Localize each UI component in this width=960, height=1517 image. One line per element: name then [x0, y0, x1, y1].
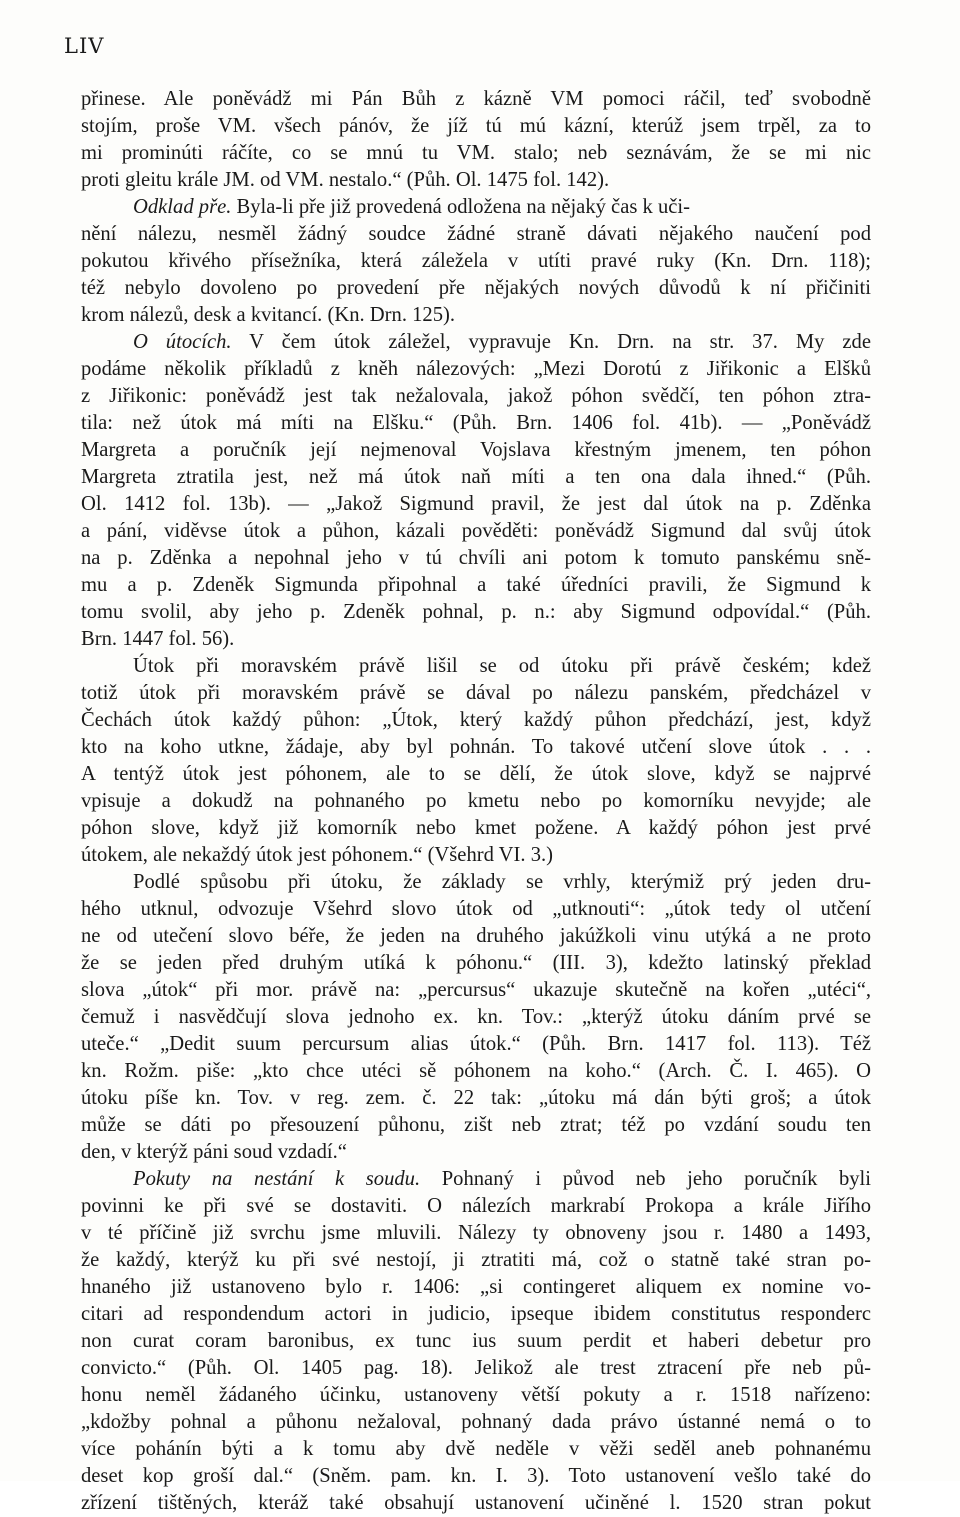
text-line	[81, 842, 871, 869]
line-text: útokem, ale nekaždý útok jest póhonem.“ (Všehrd VI. 3.)	[81, 844, 554, 866]
section-heading: Odklad pře.	[133, 196, 232, 218]
line-text: mu a p. Zdeněk Sigmunda připohnal a také úředníci pravili, že Sigmund k	[81, 574, 871, 596]
text-line	[81, 356, 871, 383]
text-line	[81, 761, 871, 788]
line-text: honu neměl žádaného účinku, ustanoveny větší pokuty a r. 1518 nařízeno:	[81, 1384, 871, 1406]
line-text: póhon slove, když již komorník nebo kmet požene. A každý póhon jest prvé	[81, 817, 871, 839]
line-text: Čechách útok každý půhon: „Útok, který každý půhon předchází, jest, když	[81, 709, 871, 731]
line-text: Brn. 1447 fol. 56).	[81, 628, 235, 650]
text-line	[81, 383, 871, 410]
line-text: totiž útok při moravském právě se dával po nálezu panském, předcházel v	[81, 682, 871, 704]
text-line	[81, 950, 871, 977]
text-line	[81, 1166, 871, 1193]
text-line	[81, 1436, 871, 1463]
text-line	[81, 1490, 871, 1517]
line-text: Podlé spůsobu při útoku, že základy se vrhly, kterýmiž prý jeden dru-	[133, 871, 871, 893]
text-line	[81, 545, 871, 572]
line-text: vpisuje a dokudž na pohnaného po kmetu nebo po komorníku nevyjde; ale	[81, 790, 871, 812]
line-text: slova „útok“ při mor. právě na: „percursus“ ukazuje skutečně na kořen „utéci“,	[81, 979, 871, 1001]
text-line	[81, 1031, 871, 1058]
line-text: útoku píše kn. Tov. v reg. zem. č. 22 tak: „útoku má dán býti groš; a útok	[81, 1087, 871, 1109]
text-line	[81, 1004, 871, 1031]
line-text: kn. Rožm. piše: „kto chce utéci sě póhonem na koho.“ (Arch. Č. I. 465). O	[81, 1060, 871, 1082]
text-line	[81, 1220, 871, 1247]
text-line	[81, 464, 871, 491]
text-line	[81, 113, 871, 140]
line-text: stojím, proše VM. všech pánóv, že jíž tú mú kázní, kterúž jsem trpěl, za to	[81, 115, 871, 137]
section-heading: Pokuty na nestání k soudu.	[133, 1168, 421, 1190]
line-text: convicto.“ (Půh. Ol. 1405 pag. 18). Jelikož ale trest ztracení pře neb pů-	[81, 1357, 871, 1379]
line-text: krom nálezů, desk a kvitancí. (Kn. Drn. 125).	[81, 304, 456, 326]
line-text: přinese. Ale poněvádž mi Pán Bůh z kázně VM pomoci ráčil, teď svobodně	[81, 88, 871, 110]
line-text: může se dáti po přesouzení půhonu, zišt neb ztrat; též po vzdání soudu ten	[81, 1114, 871, 1136]
line-text: deset kop groší dal.“ (Sněm. pam. kn. I. 3). Toto ustanovení vešlo také do	[81, 1465, 871, 1487]
text-line	[81, 707, 871, 734]
text-line	[81, 1139, 871, 1166]
line-text: Margreta ztratila jest, než má útok naň míti a ten ona dala ihned.“ (Půh.	[81, 466, 871, 488]
line-text: nění nálezu, nesměl žádný soudce žádné straně dávati nějakého naučení pod	[81, 223, 871, 245]
line-text: v té příčině již svrchu jsme mluvili. Nálezy ty obnoveny jsou r. 1480 a 1493,	[81, 1222, 871, 1244]
line-text: a pání, viděvse útok a půhon, kázali pověděti: poněvádž Sigmund dal svůj útok	[81, 520, 871, 542]
line-text: A tentýž útok jest póhonem, ale to se dělí, že útok slove, když se najprvé	[81, 763, 871, 785]
line-text: tomu svolil, aby jeho p. Zdeněk pohnal, p. n.: aby Sigmund odpovídal.“ (Půh.	[81, 601, 871, 623]
text-line	[81, 1463, 871, 1490]
text-line	[81, 329, 871, 356]
text-line	[81, 1355, 871, 1382]
line-text: čemuž i nasvědčují slova jednoho ex. kn. Tov.: „kterýž útoku dáním prvé se	[81, 1006, 871, 1028]
line-text: že každý, kterýž ku při své nestojí, ji ztratiti má, což o statně také stran po-	[81, 1249, 871, 1271]
line-text: Ol. 1412 fol. 13b). — „Jakož Sigmund pravil, že jest dal útok na p. Zděnka	[81, 493, 871, 515]
text-line	[81, 1382, 871, 1409]
line-text: hnaného již ustanoveno bylo r. 1406: „si contingeret aliquem ex nomine vo-	[81, 1276, 871, 1298]
line-text: že se jeden před druhým utíká k póhonu.“ (III. 3), kdežto latinský překlad	[81, 952, 871, 974]
line-text: Útok při moravském právě lišil se od útoku při právě českém; kdež	[133, 655, 871, 677]
text-line	[81, 1085, 871, 1112]
text-line	[81, 869, 871, 896]
text-line	[81, 1409, 871, 1436]
line-text: podáme několik příkladů z kněh nálezových: „Mezi Dorotú z Jiřikonic a Elšků	[81, 358, 871, 380]
text-line	[81, 410, 871, 437]
text-line	[81, 599, 871, 626]
text-line	[81, 1058, 871, 1085]
line-text: povinni ke při své se dostaviti. O nálezích markrabí Prokopa a krále Jiřího	[81, 1195, 871, 1217]
text-line	[81, 491, 871, 518]
line-text: hého utknul, odvozuje Všehrd slovo útok od „utknouti“: „útok tedy ol utčení	[81, 898, 871, 920]
text-line	[81, 275, 871, 302]
line-text: Margreta a poručník její nejmenoval Vojslava křestným jmenem, ten póhon	[81, 439, 871, 461]
text-line	[81, 923, 871, 950]
line-text: non curat coram baronibus, ex tunc ius suum perdit et haberi debetur pro	[81, 1330, 871, 1352]
line-text: též nebylo dovoleno po provedení pře nějakých nových důvodů k ní přičiniti	[81, 277, 871, 299]
line-text: z Jiřikonic: poněvádž jest tak nežalovala, jakož póhon svědčí, ten póhon ztra-	[81, 385, 871, 407]
line-text: zřízení tištěných, kteráž také obsahují ustanovení učiněné l. 1520 stran pokut	[81, 1492, 871, 1514]
text-line	[81, 977, 871, 1004]
line-text: uteče.“ „Dedit suum percursum alias útok.“ (Půh. Brn. 1417 fol. 113). Též	[81, 1033, 871, 1055]
text-line	[81, 815, 871, 842]
text-line	[81, 221, 871, 248]
text-line	[81, 653, 871, 680]
text-line	[81, 140, 871, 167]
text-line	[81, 1301, 871, 1328]
text-line	[81, 518, 871, 545]
line-text: proti gleitu krále JM. od VM. nestalo.“ (Půh. Ol. 1475 fol. 142).	[81, 169, 610, 191]
body-text	[81, 86, 871, 1517]
text-line	[81, 896, 871, 923]
text-line	[81, 302, 871, 329]
text-line	[81, 194, 871, 221]
line-text: na p. Zděnka a nepohnal jeho v tú chvíli ani potom k tomuto panskému sně-	[81, 547, 871, 569]
text-line	[81, 167, 871, 194]
line-text: „kdožby pohnal a půhonu nežaloval, pohnaný dada právo ústanné nemá o to	[81, 1411, 871, 1433]
text-line	[81, 86, 871, 113]
line-text: den, v kterýž páni soud vzdadí.“	[81, 1141, 347, 1163]
text-line	[81, 1247, 871, 1274]
text-line	[81, 1112, 871, 1139]
text-line	[81, 1193, 871, 1220]
line-text: Byla-li pře již provedená odložena na nějaký čas k uči-	[231, 196, 690, 218]
text-line	[81, 734, 871, 761]
line-text: V čem útok záležel, vypravuje Kn. Drn. na str. 37. My zde	[231, 331, 871, 353]
line-text: tila: než útok má míti na Elšku.“ (Půh. Brn. 1406 fol. 41b). — „Poněvádž	[81, 412, 871, 434]
text-line	[81, 680, 871, 707]
section-heading: O útocích.	[133, 331, 232, 353]
text-line	[81, 1274, 871, 1301]
text-line	[81, 437, 871, 464]
page-number: LIV	[64, 34, 105, 58]
line-text: mi prominúti ráčíte, co se mnú tu VM. stalo; neb seznávám, že se mi nic	[81, 142, 871, 164]
text-line	[81, 248, 871, 275]
text-line	[81, 1328, 871, 1355]
text-line	[81, 572, 871, 599]
text-line	[81, 788, 871, 815]
line-text: ne od utečení slovo béře, že jeden na druhého jakúžkoli vinu utýká a ne proto	[81, 925, 871, 947]
line-text: kto na koho utkne, žádaje, aby byl pohnán. To takové utčení slove útok . . .	[81, 736, 871, 758]
line-text: citari ad respondendum actori in judicio, ipseque ibidem constitutus responderc	[81, 1303, 871, 1325]
line-text: pokutou křivého přísežníka, která záležela v utíti pravé ruky (Kn. Drn. 118);	[81, 250, 871, 272]
line-text: Pohnaný i původ neb jeho poručník byli	[420, 1168, 871, 1190]
line-text: více pohánín býti a k tomu aby dvě neděle v věži seděl aneb pohnanému	[81, 1438, 871, 1460]
text-line	[81, 626, 871, 653]
